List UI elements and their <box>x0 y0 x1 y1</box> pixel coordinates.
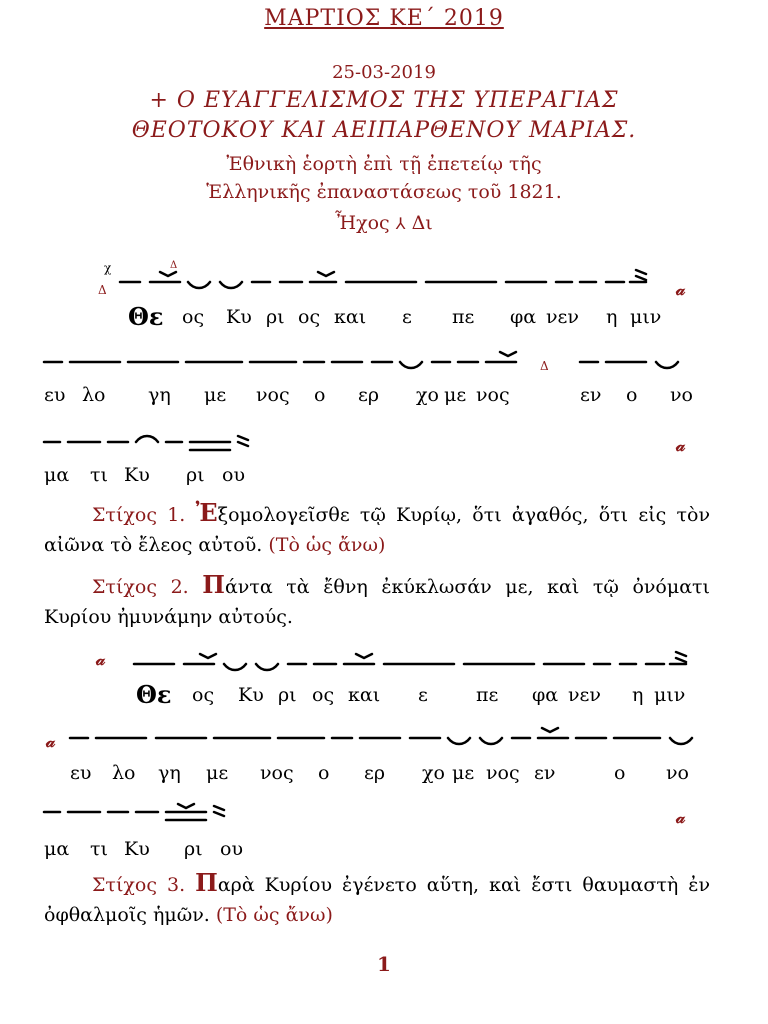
verse-text: αρὰ Κυρίου ἐγένετο αὕτη, καὶ ἔστι θαυμαστὴ ἐν ὀφθαλμοῖς ἡμῶν. <box>44 874 710 926</box>
lyric-syllable: Θε <box>128 302 164 331</box>
lyric-syllable: μα <box>44 838 70 860</box>
echos-mark: Δι <box>411 212 433 234</box>
lyric-syllable: ος <box>182 306 205 328</box>
verse-2 <box>44 570 710 632</box>
lyric-syllable: φα <box>510 306 537 328</box>
lyric-syllable: με <box>206 762 229 784</box>
neume-row-5 <box>0 716 768 756</box>
repeat-note: (Τὸ ὡς ἄνω) <box>215 904 333 926</box>
echos-label: Ἦχος <box>335 212 390 234</box>
lyric-syllable: τι <box>90 464 108 486</box>
lyric-syllable: ος <box>298 306 321 328</box>
lyric-syllable: ρι <box>186 464 205 486</box>
lyric-syllable: πε <box>452 306 475 328</box>
lyric-syllable: ο <box>314 384 326 406</box>
lyric-syllable: η <box>632 684 644 706</box>
neume-row-4 <box>0 642 768 682</box>
verse-initial: Ἐ <box>195 498 218 527</box>
lyric-syllable: ου <box>220 838 243 860</box>
lyric-syllable: νος <box>476 384 510 406</box>
date-line: 25-03-2019 <box>332 62 436 83</box>
lyric-syllable: νο <box>670 384 693 406</box>
svg-text:Δ: Δ <box>540 359 549 373</box>
lyric-syllable: ρι <box>184 838 203 860</box>
svg-text:Δ: Δ <box>170 260 178 271</box>
lyric-syllable: με <box>444 384 467 406</box>
svg-text:χ: χ <box>104 261 112 275</box>
page-number: 1 <box>377 952 391 976</box>
lyric-syllable: ρι <box>278 684 297 706</box>
lyric-row-2 <box>0 384 768 410</box>
verse-text: ξομολογεῖσθε τῷ Κυρίῳ, ὅτι ἀγαθός, ὅτι εἰς τὸν αἰῶνα τὸ ἔλεος αὐτοῦ. <box>44 504 711 556</box>
lyric-syllable: ο <box>318 762 330 784</box>
lyric-syllable: γη <box>158 762 181 784</box>
lyric-syllable: ευ <box>44 384 66 406</box>
lyric-syllable: ε <box>418 684 428 706</box>
lyric-syllable: η <box>606 306 618 328</box>
lyric-syllable: νος <box>260 762 294 784</box>
lyric-syllable: νο <box>666 762 689 784</box>
lyric-row-4 <box>0 680 768 710</box>
echos-mode-sign-icon: ⅄ <box>395 214 406 233</box>
lyric-syllable: χο <box>422 762 445 784</box>
lyric-syllable: λο <box>112 762 136 784</box>
lyric-syllable: εν <box>580 384 602 406</box>
lyric-syllable: χο <box>416 384 439 406</box>
lyric-syllable: νος <box>486 762 520 784</box>
lyric-syllable: και <box>334 306 367 328</box>
lyric-syllable: ερ <box>364 762 386 784</box>
lyric-syllable: ευ <box>70 762 92 784</box>
verse-initial: Π <box>195 868 218 897</box>
lyric-syllable: ος <box>312 684 335 706</box>
lyric-syllable: ος <box>192 684 215 706</box>
feast-title-line2: ΘΕΟΤΟΚΟΥ ΚΑΙ ΑΕΙΠΑΡΘΕΝΟΥ ΜΑΡΙΑΣ. <box>131 118 637 143</box>
verse-label: Στίχος 2. <box>92 576 189 598</box>
martyria-mark-icon: 𝒶 <box>96 650 106 670</box>
lyric-syllable: Κυ <box>238 684 264 706</box>
lyric-syllable: νος <box>256 384 290 406</box>
month-title: ΜΑΡΤΙΟΣ ΚΕ΄ 2019 <box>264 6 504 31</box>
lyric-syllable: φα <box>532 684 559 706</box>
lyric-syllable: ερ <box>358 384 380 406</box>
verse-1 <box>44 498 710 560</box>
lyric-row-5 <box>0 762 768 788</box>
lyric-syllable: Κυ <box>124 838 150 860</box>
verse-label: Στίχος 3. <box>92 874 186 896</box>
repeat-note: (Τὸ ὡς ἄνω) <box>268 534 386 556</box>
lyric-syllable: Κυ <box>124 464 150 486</box>
lyric-syllable: ε <box>402 306 412 328</box>
feast-title-line1: + Ο ΕΥΑΓΓΕΛΙΣΜΟΣ ΤΗΣ ΥΠΕΡΑΓΙΑΣ <box>149 88 619 113</box>
lyric-syllable: τι <box>90 838 108 860</box>
verse-label: Στίχος 1. <box>92 504 186 526</box>
lyric-syllable: νεν <box>546 306 579 328</box>
martyria-mark-icon: 𝒶 <box>46 732 56 752</box>
martyria-mark-icon: 𝒶 <box>676 808 686 828</box>
lyric-syllable: πε <box>476 684 499 706</box>
echos-line <box>0 212 768 234</box>
lyric-syllable: με <box>204 384 227 406</box>
neume-row-2 <box>0 340 768 380</box>
lyric-syllable: ρι <box>266 306 285 328</box>
lyric-syllable: Κυ <box>226 306 252 328</box>
verse-initial: Π <box>202 570 225 599</box>
lyric-syllable: γη <box>148 384 171 406</box>
lyric-syllable: νεν <box>568 684 601 706</box>
svg-text:Δ: Δ <box>98 283 107 297</box>
lyric-syllable: ο <box>626 384 638 406</box>
lyric-syllable: λο <box>82 384 106 406</box>
national-holiday-note-line1: Ἐθνικὴ ἑορτὴ ἐπὶ τῇ ἐπετείῳ τῆς <box>226 153 542 175</box>
lyric-syllable: ου <box>222 464 245 486</box>
neume-row-3 <box>0 424 768 464</box>
lyric-syllable: μα <box>44 464 70 486</box>
lyric-row-6 <box>0 838 768 864</box>
verse-3 <box>44 868 710 930</box>
lyric-syllable: μιν <box>630 306 662 328</box>
lyric-syllable: μιν <box>654 684 686 706</box>
lyric-syllable: εν <box>534 762 556 784</box>
neume-row-1 <box>0 258 768 298</box>
lyric-syllable: με <box>452 762 475 784</box>
lyric-syllable: ο <box>614 762 626 784</box>
lyric-syllable: Θε <box>136 680 172 709</box>
lyric-syllable: και <box>348 684 381 706</box>
lyric-row-3 <box>0 464 768 490</box>
verse-text: άντα τὰ ἔθνη ἐκύκλωσάν με, καὶ τῷ ὀνόματι Κυρίου ἠμυνάμην αὐτούς. <box>44 576 711 628</box>
neume-row-6 <box>0 796 768 836</box>
national-holiday-note-line2: Ἑλληνικῆς ἐπαναστάσεως τοῦ 1821. <box>206 181 562 203</box>
martyria-mark-icon: 𝒶 <box>676 280 686 300</box>
lyric-row-1 <box>0 302 768 332</box>
martyria-mark-icon: 𝒶 <box>676 436 686 456</box>
